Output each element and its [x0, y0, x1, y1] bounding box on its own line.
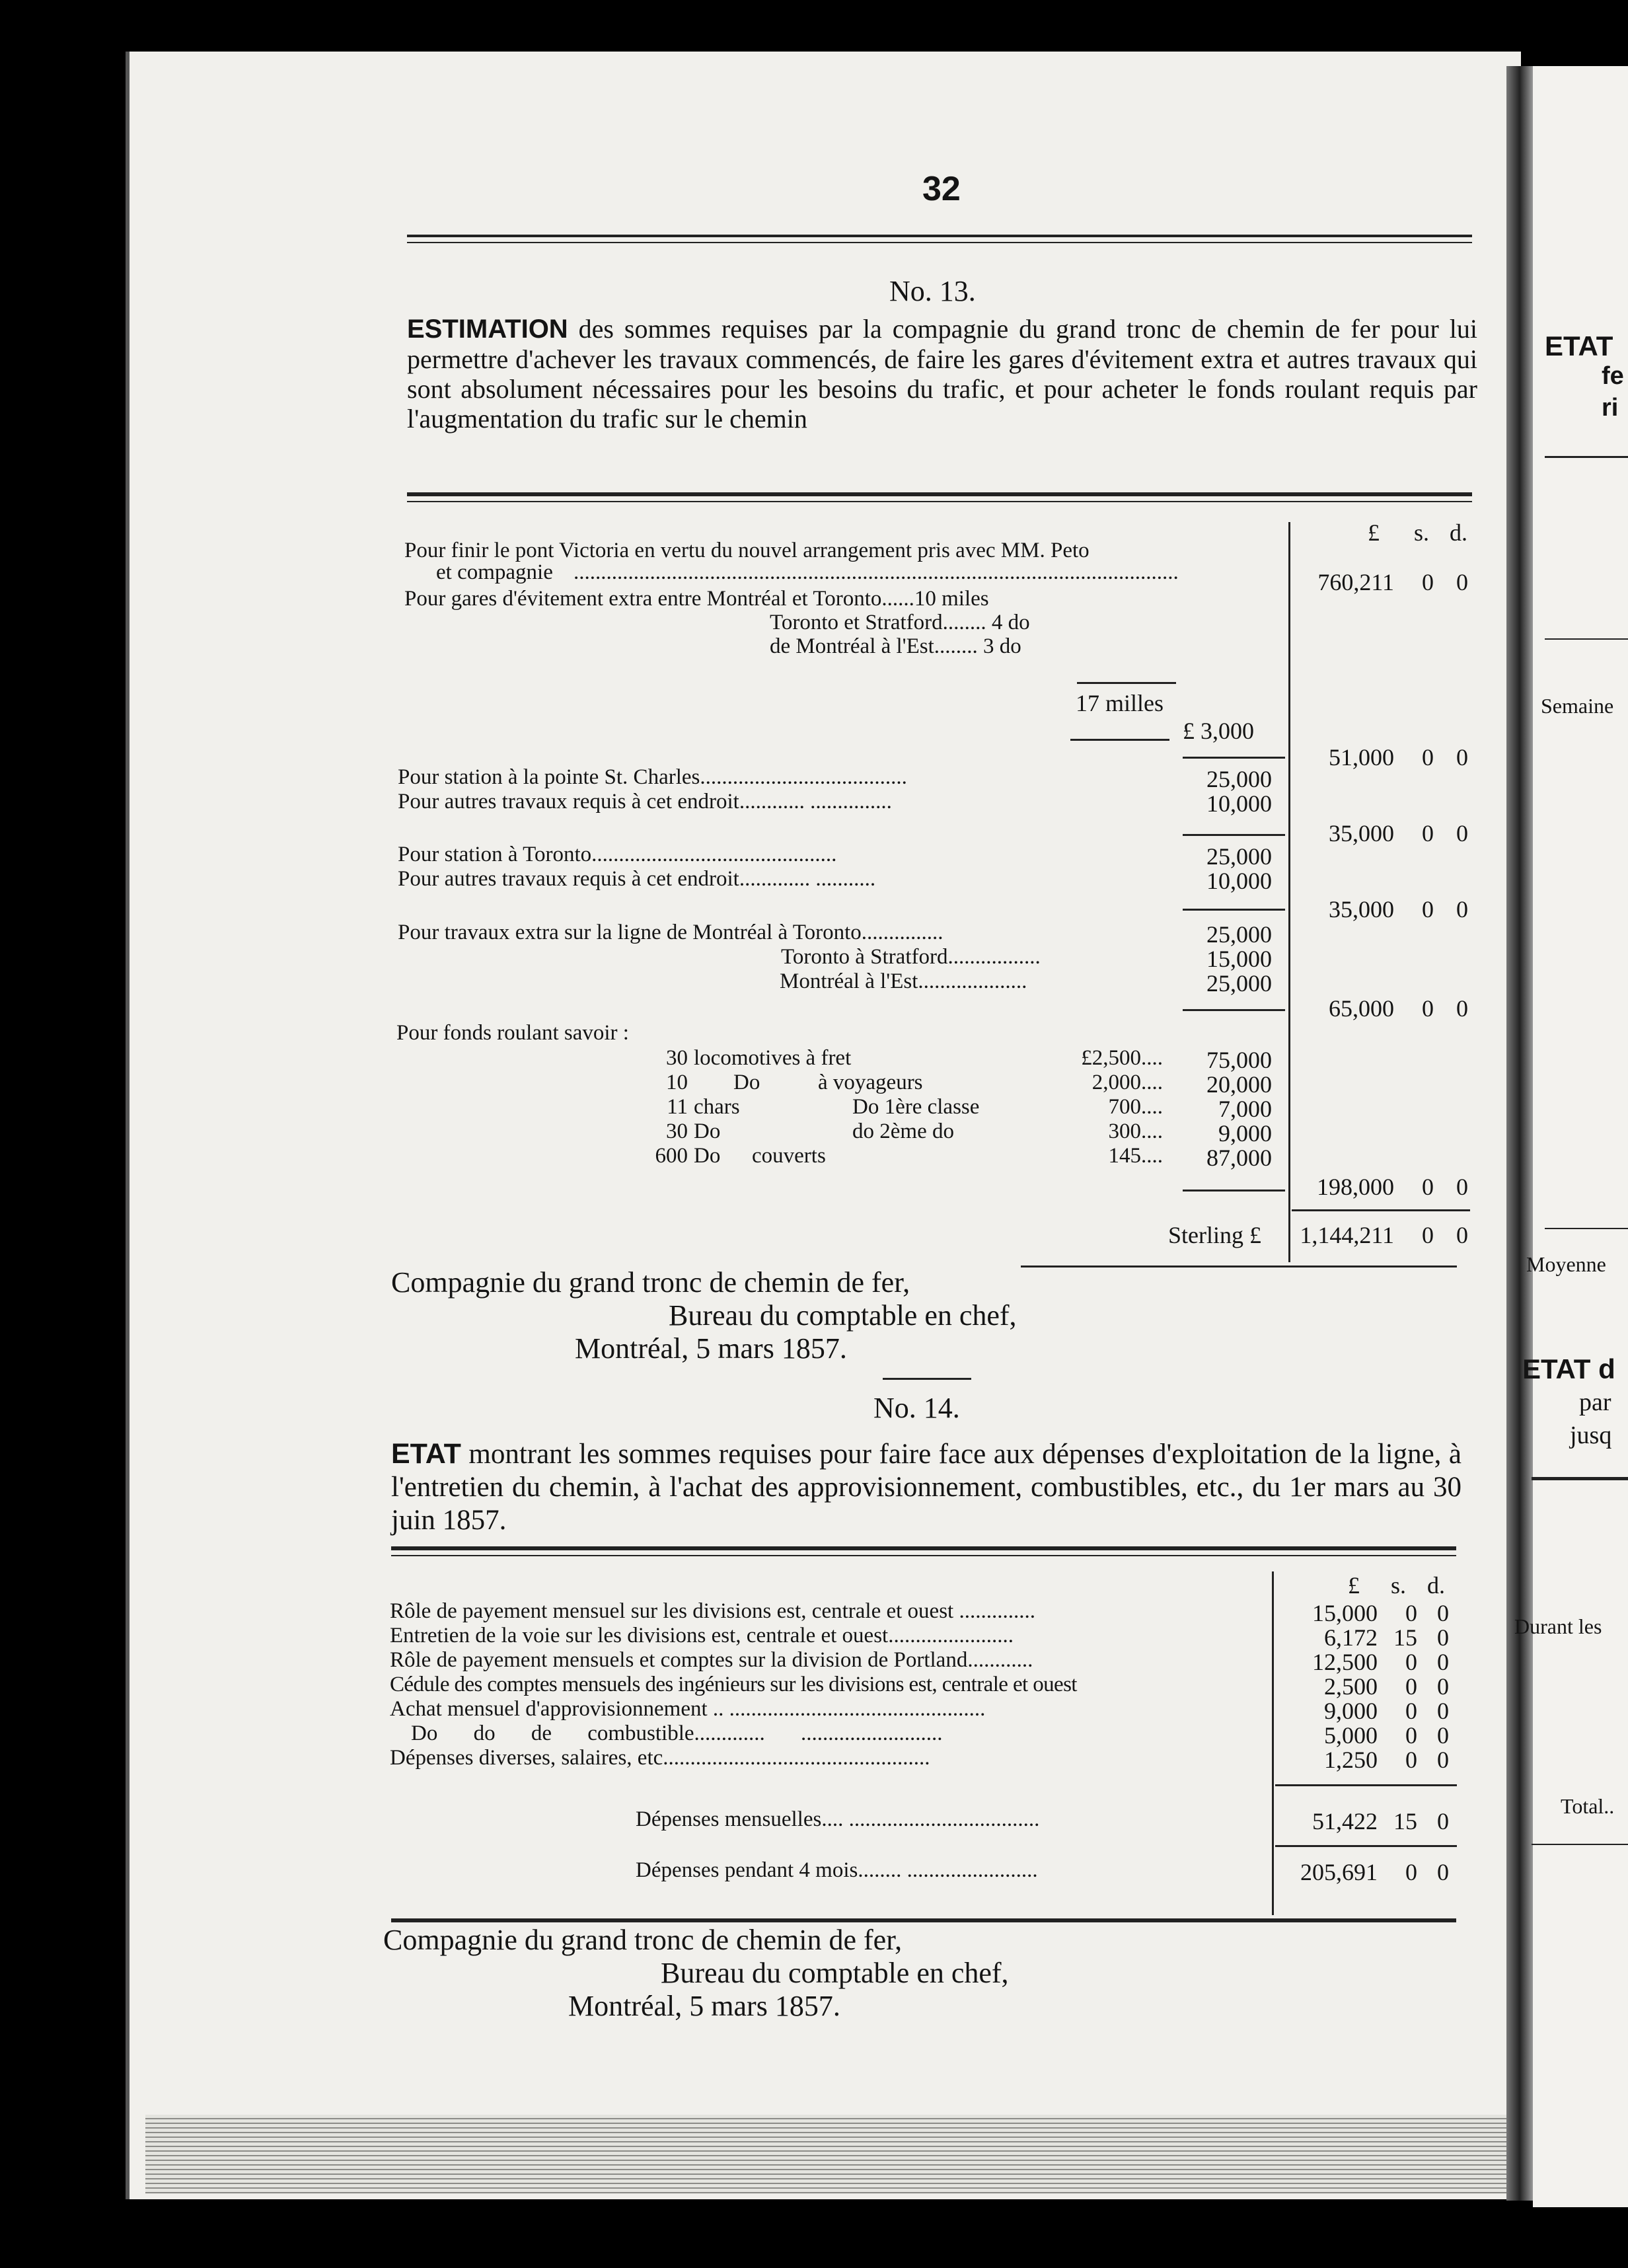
- no13-table-top-rule: [407, 492, 1472, 496]
- no14-row-6-s: 0: [1405, 1722, 1417, 1749]
- no14-row-3-pounds: 12,500: [1312, 1649, 1378, 1675]
- no13-victoria-d: 0: [1456, 569, 1468, 595]
- no13-fonds-row-5-price: 145....: [1108, 1144, 1163, 1168]
- no14-row-2-d: 0: [1437, 1624, 1449, 1651]
- section-divider: [883, 1378, 971, 1380]
- no13-ligne-row-3-amount: 25,000: [1206, 970, 1272, 997]
- no13-fonds-row-3-amount: 7,000: [1218, 1096, 1272, 1122]
- no14-table-bottom-rule: [391, 1918, 1456, 1922]
- facing-ri: ri: [1602, 394, 1619, 422]
- no14-heading: No. 14.: [873, 1392, 960, 1424]
- no13-ligne-row-1-amount: 25,000: [1206, 921, 1272, 948]
- no14-title: [391, 1437, 1462, 1537]
- no13-sterling-rule: [1292, 1209, 1470, 1211]
- no13-ligne-d: 0: [1456, 995, 1468, 1022]
- no14-row-6-label: Do do de combustible............. ..........................: [411, 1721, 943, 1745]
- no13-toronto-row-1-amount: 25,000: [1206, 843, 1272, 870]
- no13-col-divider: [1288, 522, 1290, 1262]
- no14-row-4-s: 0: [1405, 1673, 1417, 1700]
- no14-row-2-label: Entretien de la voie sur les divisions est, centrale et ouest.......................: [390, 1624, 1014, 1647]
- book-gutter: [1506, 66, 1533, 2201]
- no14-four-months-d: 0: [1437, 1859, 1449, 1885]
- no13-victoria-s: 0: [1422, 569, 1434, 595]
- no13-title-lead: ESTIMATION: [407, 315, 568, 344]
- no14-row-7-s: 0: [1405, 1747, 1417, 1773]
- no13-gares-line1: Pour gares d'évitement extra entre Montréal et Toronto......10 miles: [404, 587, 989, 611]
- no13-fonds-row-4-price: 300....: [1108, 1119, 1163, 1143]
- no13-toronto-row-1-label: Pour station à Toronto.............................................: [398, 843, 837, 866]
- no14-row-3-s: 0: [1405, 1649, 1417, 1675]
- facing-etat-2: [1522, 1353, 1615, 1386]
- no13-fonds-row-5-sub: couverts: [752, 1144, 826, 1168]
- no13-fonds-row-2-qty: 10: [666, 1071, 688, 1094]
- no13-sterling-d: 0: [1456, 1222, 1468, 1248]
- no13-fonds-row-4-qty: 30: [666, 1119, 688, 1143]
- no13-table-top-rule-thin: [407, 501, 1472, 502]
- no13-fonds-row-5-qty: 600: [655, 1144, 688, 1168]
- facing-rule-4: [1532, 1477, 1628, 1480]
- no13-col-shilling: s.: [1414, 519, 1430, 546]
- facing-etat: ETAT: [1545, 330, 1613, 361]
- no13-milles-total: 17 milles: [1076, 690, 1164, 716]
- no14-col-divider: [1272, 1571, 1274, 1915]
- no13-pointe-row-1-amount: 25,000: [1206, 766, 1272, 792]
- page-stack-edge: [145, 2115, 1513, 2194]
- no14-row-3-label: Rôle de payement mensuels et comptes sur la division de Portland............: [390, 1648, 1033, 1672]
- no13-fonds-row-3-price: 700....: [1108, 1095, 1163, 1119]
- no14-sig-company: Compagnie du grand tronc de chemin de fer,: [383, 1924, 903, 1956]
- no14-four-months-label: Dépenses pendant 4 mois........ ........................: [636, 1858, 1038, 1882]
- no14-col-shilling: s.: [1391, 1572, 1407, 1599]
- no13-ligne-rule: [1183, 1009, 1285, 1011]
- facing-etat-2-text: ETAT d: [1522, 1353, 1615, 1384]
- no13-fonds-label: Pour fonds roulant savoir :: [396, 1021, 629, 1045]
- no13-ligne-row-2-label: Toronto à Stratford.................: [781, 945, 1041, 969]
- no13-gares-pounds: 51,000: [1329, 744, 1394, 771]
- no13-fonds-rule: [1183, 1190, 1285, 1191]
- no13-milles-underline: [1070, 739, 1169, 741]
- header-rule: [407, 235, 1472, 237]
- facing-rule-5: [1532, 1844, 1628, 1845]
- no13-fonds-row-1-desc: locomotives à fret: [694, 1046, 852, 1070]
- no14-row-5-s: 0: [1405, 1698, 1417, 1724]
- no14-sum-rule: [1275, 1784, 1457, 1786]
- no13-fonds-row-5-amount: 87,000: [1206, 1145, 1272, 1171]
- no14-col-pence: d.: [1427, 1572, 1445, 1599]
- no13-fonds-s: 0: [1422, 1174, 1434, 1200]
- no13-toronto-rule: [1183, 909, 1285, 911]
- no14-row-3-d: 0: [1437, 1649, 1449, 1675]
- no13-victoria-line1: Pour finir le pont Victoria en vertu du nouvel arrangement pris avec MM. Peto: [404, 539, 1090, 562]
- no14-total-rule: [1275, 1845, 1457, 1847]
- no14-row-1-d: 0: [1437, 1600, 1449, 1626]
- no14-row-5-pounds: 9,000: [1324, 1698, 1378, 1724]
- no13-pointe-row-2-amount: 10,000: [1206, 790, 1272, 817]
- no13-victoria-line2: et compagnie: [436, 560, 553, 584]
- no13-fonds-row-2-sub: à voyageurs: [818, 1071, 923, 1094]
- no14-row-6-d: 0: [1437, 1722, 1449, 1749]
- no13-toronto-row-2-label: Pour autres travaux requis à cet endroit............. ...........: [398, 867, 876, 891]
- no13-cost-rule: [1183, 757, 1285, 759]
- no13-pointe-rule: [1183, 834, 1285, 836]
- no13-fonds-row-1-amount: 75,000: [1206, 1047, 1272, 1073]
- no14-row-4-label: Cédule des comptes mensuels des ingénieurs sur les divisions est, centrale et ouest: [390, 1673, 1077, 1696]
- no14-four-months-pounds: 205,691: [1300, 1859, 1378, 1885]
- no13-sig-company: Compagnie du grand tronc de chemin de fer,: [391, 1266, 910, 1299]
- no14-row-5-label: Achat mensuel d'approvisionnement .. ...............................................: [390, 1697, 986, 1721]
- no14-monthly-d: 0: [1437, 1808, 1449, 1834]
- no14-row-2-s: 15: [1393, 1624, 1417, 1651]
- no14-four-months-s: 0: [1405, 1859, 1417, 1885]
- no14-monthly-label: Dépenses mensuelles.... ...................................: [636, 1807, 1040, 1831]
- no13-sterling-s: 0: [1422, 1222, 1434, 1248]
- no14-title-lead: ETAT: [391, 1438, 461, 1470]
- no14-row-1-s: 0: [1405, 1600, 1417, 1626]
- no14-row-2-pounds: 6,172: [1324, 1624, 1378, 1651]
- no14-table-top-rule: [391, 1546, 1456, 1550]
- no14-table-top-rule-thin: [391, 1555, 1456, 1556]
- facing-moyenne: Moyenne: [1526, 1252, 1606, 1276]
- no13-title: [407, 314, 1477, 434]
- no13-fonds-row-4-desc: Do: [694, 1119, 721, 1143]
- facing-par: par: [1579, 1388, 1611, 1416]
- no13-fonds-row-2-price: 2,000....: [1092, 1071, 1163, 1094]
- no13-ligne-row-3-label: Montréal à l'Est....................: [780, 969, 1027, 993]
- facing-rule-1: [1545, 456, 1628, 458]
- no14-col-pound: £: [1348, 1572, 1360, 1599]
- facing-semaine: Semaine: [1541, 694, 1614, 718]
- no13-toronto-pounds: 35,000: [1329, 896, 1394, 923]
- no13-gares-d: 0: [1456, 744, 1468, 771]
- no13-bottom-rule: [1021, 1266, 1457, 1267]
- no13-fonds-row-4-amount: 9,000: [1218, 1120, 1272, 1147]
- no13-pointe-row-1-label: Pour station à la pointe St. Charles......................................: [398, 765, 907, 789]
- no13-ligne-row-2-amount: 15,000: [1206, 946, 1272, 972]
- no13-fonds-row-1-price: £2,500....: [1081, 1046, 1163, 1070]
- no13-ligne-s: 0: [1422, 995, 1434, 1022]
- no13-pointe-row-2-label: Pour autres travaux requis à cet endroit............ ...............: [398, 790, 892, 813]
- no14-monthly-pounds: 51,422: [1312, 1808, 1378, 1834]
- no13-pointe-pounds: 35,000: [1329, 820, 1394, 847]
- facing-rule-3: [1545, 1228, 1628, 1229]
- facing-total: Total..: [1561, 1794, 1615, 1818]
- page-number: 32: [922, 170, 961, 208]
- no14-row-5-d: 0: [1437, 1698, 1449, 1724]
- no14-monthly-s: 15: [1393, 1808, 1417, 1834]
- no13-gares-line3: de Montréal à l'Est........ 3 do: [770, 634, 1021, 658]
- no13-sig-bureau: Bureau du comptable en chef,: [669, 1299, 1017, 1332]
- no13-sterling-label: Sterling £: [1168, 1222, 1261, 1248]
- no14-sig-date: Montréal, 5 mars 1857.: [568, 1990, 840, 2022]
- header-rule-thin: [407, 242, 1472, 243]
- no13-heading: No. 13.: [889, 275, 976, 307]
- no14-row-1-pounds: 15,000: [1312, 1600, 1378, 1626]
- no13-fonds-row-5-desc: Do: [694, 1144, 721, 1168]
- no14-row-7-d: 0: [1437, 1747, 1449, 1773]
- no14-row-6-pounds: 5,000: [1324, 1722, 1378, 1749]
- no13-milles-rule: [1077, 682, 1176, 684]
- no13-victoria-leader: ...............................................................................................................: [574, 560, 1179, 584]
- no14-sig-bureau: Bureau du comptable en chef,: [661, 1957, 1009, 1989]
- no13-ligne-row-1-label: Pour travaux extra sur la ligne de Montréal à Toronto...............: [398, 921, 944, 944]
- no13-pointe-d: 0: [1456, 820, 1468, 847]
- no13-victoria-pounds: 760,211: [1317, 569, 1394, 595]
- no13-toronto-d: 0: [1456, 896, 1468, 923]
- no14-row-4-d: 0: [1437, 1673, 1449, 1700]
- no13-sterling-pounds: 1,144,211: [1300, 1222, 1394, 1248]
- no13-ligne-pounds: 65,000: [1329, 995, 1394, 1022]
- no13-col-pence: d.: [1450, 519, 1467, 546]
- no14-row-7-pounds: 1,250: [1324, 1747, 1378, 1773]
- no13-col-pound: £: [1368, 519, 1380, 546]
- no14-title-rest: montrant les sommes requises pour faire face aux dépenses d'exploitation de la ligne, à l'entretien du chemin, à l'achat des approvisionnement, combustibles, etc., du 1er mars au 30 juin 1857.: [391, 1439, 1462, 1536]
- no13-toronto-row-2-amount: 10,000: [1206, 868, 1272, 894]
- no14-row-1-label: Rôle de payement mensuel sur les divisions est, centrale et ouest ..............: [390, 1599, 1035, 1623]
- no14-row-4-pounds: 2,500: [1324, 1673, 1378, 1700]
- no13-title-rest: des sommes requises par la compagnie du grand tronc de chemin de fer pour lui permettre d'achever les travaux commencés, de faire les gares d'évitement extra et autres travaux qui sont absolument nécessaires pour les besoins du trafic, et pour acheter le fonds roulant requis par l'augmentation du trafic sur le chemin: [407, 314, 1477, 434]
- no13-gares-s: 0: [1422, 744, 1434, 771]
- no13-fonds-d: 0: [1456, 1174, 1468, 1200]
- no13-fonds-row-3-qty: 11: [667, 1095, 688, 1119]
- no13-fonds-pounds: 198,000: [1317, 1174, 1394, 1200]
- no14-row-7-label: Dépenses diverses, salaires, etc.................................................: [390, 1746, 930, 1770]
- facing-jusq: jusq: [1570, 1421, 1612, 1449]
- no13-milles-cost: £ 3,000: [1183, 718, 1254, 744]
- no13-fonds-row-2-amount: 20,000: [1206, 1071, 1272, 1098]
- no13-fonds-row-3-sub: Do 1ère classe: [852, 1095, 980, 1119]
- no13-toronto-s: 0: [1422, 896, 1434, 923]
- no13-fonds-row-4-sub: do 2ème do: [852, 1119, 954, 1143]
- facing-rule-2: [1545, 638, 1628, 640]
- no13-pointe-s: 0: [1422, 820, 1434, 847]
- no13-fonds-row-2-desc: Do: [733, 1071, 760, 1094]
- no13-fonds-row-1-qty: 30: [666, 1046, 688, 1070]
- facing-durant: Durant les: [1514, 1614, 1602, 1638]
- no13-gares-line2: Toronto et Stratford........ 4 do: [770, 611, 1030, 634]
- no13-sig-date: Montréal, 5 mars 1857.: [575, 1332, 847, 1365]
- no13-fonds-row-3-desc: chars: [694, 1095, 740, 1119]
- facing-fe: fe: [1602, 362, 1624, 390]
